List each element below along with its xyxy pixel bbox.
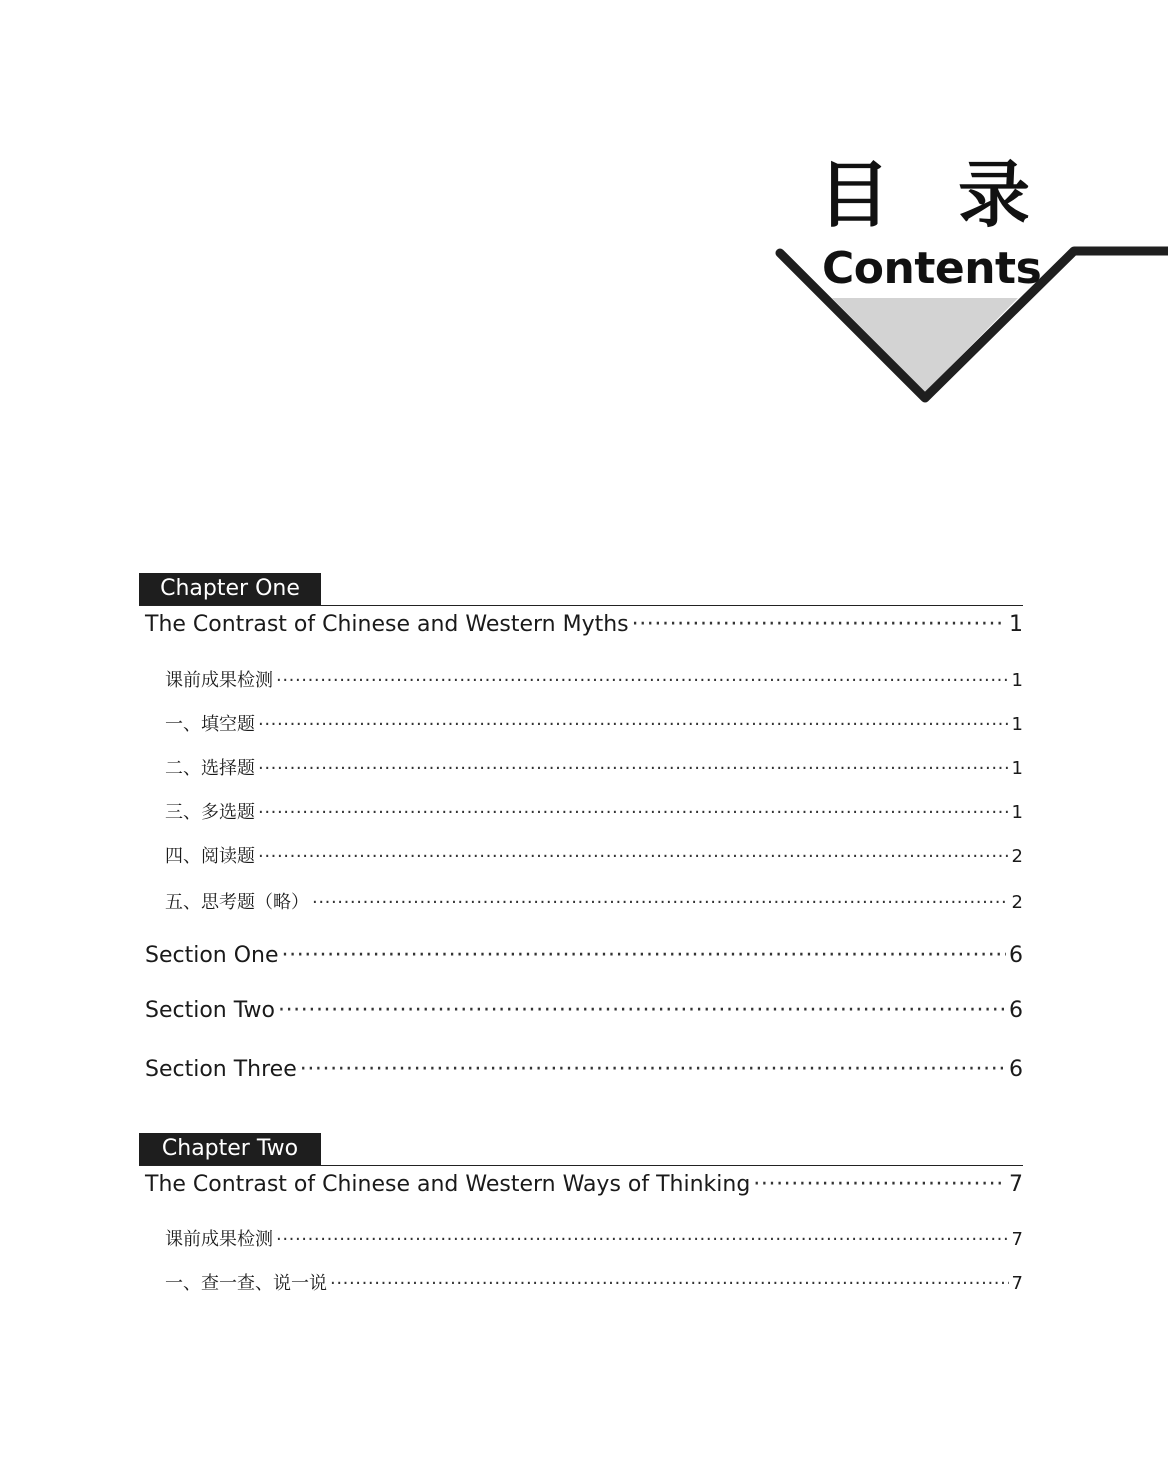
dot-leader — [258, 756, 1009, 782]
dot-leader — [258, 844, 1009, 870]
toc-entry-label: 一、查一查、说一说 — [165, 1273, 327, 1294]
dot-leader — [282, 941, 1006, 971]
toc-entry-section-three[interactable] — [145, 1055, 1023, 1085]
toc-page-number: 7 — [1011, 1229, 1023, 1250]
toc-entry-label: 课前成果检测 — [165, 1229, 273, 1250]
toc-page-number: 2 — [1011, 846, 1023, 867]
toc-page-number: 2 — [1011, 892, 1023, 913]
dot-leader — [753, 1170, 1006, 1200]
toc-entry-section-one[interactable] — [145, 941, 1023, 971]
toc-entry-label: 二、选择题 — [165, 758, 255, 779]
chapter-two-rule — [139, 1165, 1023, 1166]
toc-entry-label: Section Two — [145, 998, 275, 1023]
toc-entry-item[interactable] — [165, 800, 1023, 826]
dot-leader — [330, 1271, 1009, 1297]
toc-entry-item[interactable] — [165, 844, 1023, 870]
toc-entry-label: 一、填空题 — [165, 714, 255, 735]
toc-entry-chapter-two-title[interactable] — [145, 1170, 1023, 1200]
dot-leader — [258, 800, 1009, 826]
chapter-one-rule — [139, 605, 1023, 606]
toc-entry-label: Section Three — [145, 1057, 297, 1082]
toc-page-number: 1 — [1011, 802, 1023, 823]
dot-leader — [278, 996, 1006, 1026]
toc-page-number: 1 — [1011, 714, 1023, 735]
toc-entry-label: 课前成果检测 — [165, 670, 273, 691]
toc-entry-chapter-one-title[interactable] — [145, 610, 1023, 640]
dot-leader — [312, 890, 1009, 916]
toc-entry-section-two[interactable] — [145, 996, 1023, 1026]
toc-entry-label: The Contrast of Chinese and Western Myths — [145, 612, 629, 637]
toc-entry-item[interactable] — [165, 668, 1023, 694]
toc-entry-label: 三、多选题 — [165, 802, 255, 823]
toc-entry-label: 五、思考题（略） — [165, 892, 309, 913]
title-cn-char-1: 目 — [818, 153, 891, 237]
title-cn-char-2: 录 — [957, 153, 1030, 237]
toc-page-number: 6 — [1009, 943, 1023, 968]
toc-entry-item[interactable] — [165, 756, 1023, 782]
contents-title-cn — [818, 150, 1030, 240]
chapter-one-tab: Chapter One — [139, 573, 321, 605]
chapter-two-tab: Chapter Two — [139, 1133, 321, 1165]
contents-title-en: Contents — [822, 243, 1042, 294]
toc-page-number: 1 — [1011, 670, 1023, 691]
toc-entry-item[interactable] — [165, 712, 1023, 738]
dot-leader — [276, 668, 1009, 694]
toc-page-number: 7 — [1009, 1172, 1023, 1197]
toc-page-number: 1 — [1011, 758, 1023, 779]
dot-leader — [632, 610, 1006, 640]
gray-triangle-fill — [832, 298, 1018, 392]
toc-entry-item[interactable] — [165, 890, 1023, 916]
toc-page-number: 1 — [1009, 612, 1023, 637]
toc-entry-label: Section One — [145, 943, 279, 968]
toc-page-number: 6 — [1009, 998, 1023, 1023]
toc-entry-item[interactable] — [165, 1271, 1023, 1297]
toc-entry-label: The Contrast of Chinese and Western Ways of Thinking — [145, 1172, 751, 1197]
dot-leader — [276, 1227, 1009, 1253]
toc-page-number: 7 — [1011, 1273, 1023, 1294]
toc-entry-item[interactable] — [165, 1227, 1023, 1253]
toc-entry-label: 四、阅读题 — [165, 846, 255, 867]
dot-leader — [300, 1055, 1006, 1085]
toc-page-number: 6 — [1009, 1057, 1023, 1082]
dot-leader — [258, 712, 1009, 738]
